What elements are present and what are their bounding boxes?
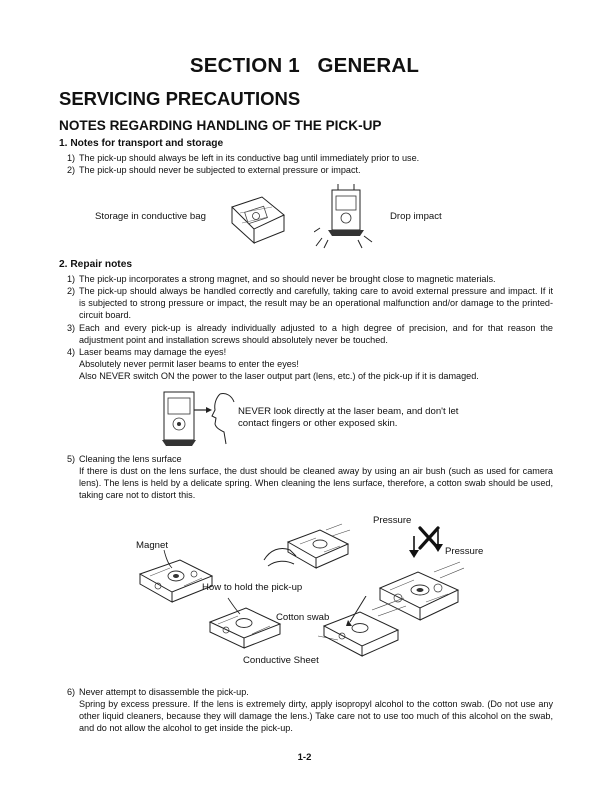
part1-item-2: [67, 164, 553, 176]
item-text: [79, 686, 553, 734]
conductive-sheet-label: Conductive Sheet: [243, 655, 319, 666]
item-number: 1): [67, 153, 76, 163]
magnet-pickup-illustration: [136, 546, 216, 608]
magnet-label: Magnet: [136, 540, 168, 551]
part2-item-6: [67, 686, 553, 734]
part2-title: 2. Repair notes: [59, 259, 133, 270]
item-number: 1): [67, 274, 76, 284]
item-text: The pick-up should never be subjected to external pressure or impact.: [79, 165, 361, 175]
laser-warning-line-2: contact fingers or other exposed skin.: [238, 418, 398, 429]
part1-item-1: [67, 152, 553, 164]
item-line: Also NEVER switch ON the power to the laser output part (lens, etc.) of the pick-up if it is damaged.: [79, 371, 479, 381]
item-text: Each and every pick-up is already individually adjusted to a high degree of precision, and for that reason the adjustment point and installation screws should absolutely never be touched.: [79, 323, 553, 345]
item-text: [79, 346, 553, 382]
item-line: Absolutely never permit laser beams to enter the eyes!: [79, 359, 299, 369]
storage-caption: Storage in conductive bag: [95, 211, 206, 222]
item-text: The pick-up should always be left in its conductive bag until immediately prior to use.: [79, 153, 420, 163]
part2-item-2: [67, 285, 553, 321]
laser-warning-illustration: [160, 386, 236, 452]
cotton-swab-label: Cotton swab: [276, 612, 330, 623]
conductive-bag-illustration: [228, 193, 288, 247]
item-line: If there is dust on the lens surface, the dust should be cleaned away by using an air bush (such as used for camera lens). The lens is held by a delicate spring. When cleaning the lens surface, therefore, a cotton swab should be used, taking care not to distort this.: [79, 466, 553, 500]
section-title: SECTION 1 GENERAL: [189, 54, 420, 77]
item-number: 6): [67, 687, 76, 697]
hold-pickup-illustration: [262, 520, 352, 582]
part2-item-1: [67, 273, 553, 285]
part1-title: 1. Notes for transport and storage: [59, 138, 224, 149]
page-number: 1-2: [297, 752, 312, 763]
part2-item-5: [67, 453, 553, 501]
item-line: Laser beams may damage the eyes!: [79, 347, 227, 357]
item-number: 3): [67, 323, 76, 333]
item-text: The pick-up incorporates a strong magnet, and so should never be brought close to magnetic materials.: [79, 274, 496, 284]
laser-warning-line-1: NEVER look directly at the laser beam, and don't let: [238, 406, 459, 417]
subheading: NOTES REGARDING HANDLING OF THE PICK-UP: [59, 118, 382, 133]
item-line: Spring by excess pressure. If the lens is extremely dirty, apply isopropyl alcohol to the cotton swab. (Do not use any other liquid cleaners, because they will damage the lens.) Take care not to use too much of this alcohol on the swab, and do not allow the alcohol to get inside the pick-up.: [79, 699, 553, 733]
item-line: Cleaning the lens surface: [79, 454, 182, 464]
item-number: 2): [67, 165, 76, 175]
item-number: 4): [67, 347, 76, 357]
item-number: 5): [67, 454, 76, 464]
item-number: 2): [67, 286, 76, 296]
page-heading: SERVICING PRECAUTIONS: [59, 88, 301, 109]
pressure-label-1: Pressure: [373, 515, 412, 526]
conductive-sheet-pickup-illustration: [316, 596, 408, 662]
drop-impact-illustration: [314, 184, 376, 250]
how-to-hold-label: How to hold the pick-up: [202, 582, 303, 593]
pressure-label-2: Pressure: [445, 546, 484, 557]
cotton-swab-pickup-illustration: [206, 596, 286, 656]
drop-caption: Drop impact: [390, 211, 442, 222]
part2-item-3: [67, 322, 553, 346]
pressure-arrow-icon: [431, 530, 445, 556]
item-text: The pick-up should always be handled correctly and carefully, taking care to avoid external pressure and impact. If it is subjected to strong pressure or impact, the result may be an operational malfunction and/or damage to the printed-circuit board.: [79, 286, 553, 320]
item-text: [79, 453, 553, 501]
item-line: Never attempt to disassemble the pick-up.: [79, 687, 249, 697]
part2-item-4: [67, 346, 553, 382]
